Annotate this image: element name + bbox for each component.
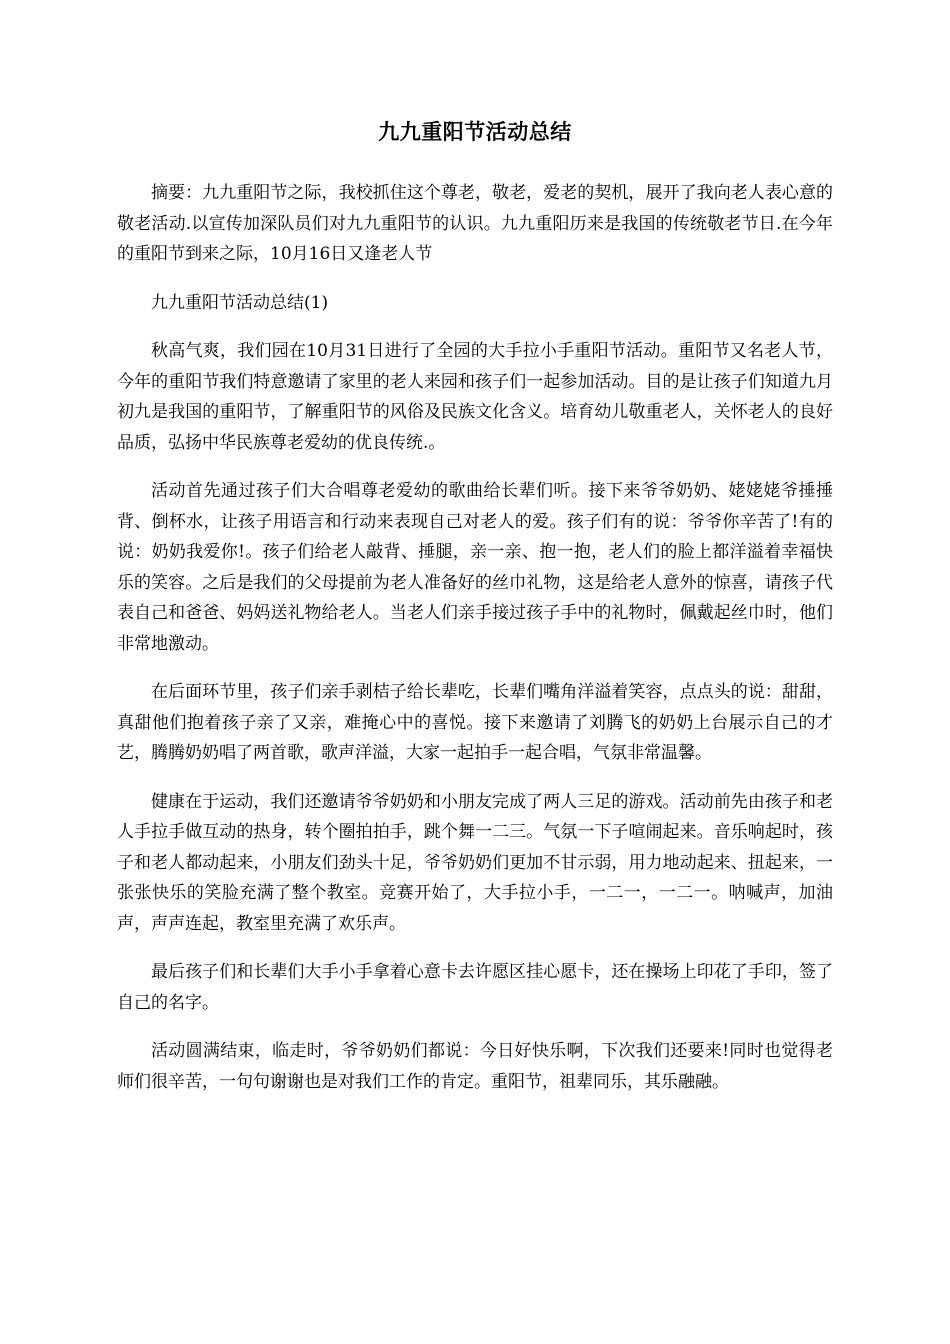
body-paragraph: 在后面环节里，孩子们亲手剥桔子给长辈吃，长辈们嘴角洋溢着笑容，点点头的说：甜甜，真甜他们抱着孩子亲了又亲，难掩心中的喜悦。接下来邀请了刘腾飞的奶奶上台展示自己的才艺，腾腾奶奶唱了两首歌，歌声洋溢，大家一起拍手一起合唱，气氛非常温馨。 [117, 682, 833, 763]
body-paragraph: 活动圆满结束，临走时，爷爷奶奶们都说：今日好快乐啊，下次我们还要来!同时也觉得老师们很辛苦，一句句谢谢也是对我们工作的肯定。重阳节，祖辈同乐，其乐融融。 [117, 1041, 833, 1092]
document-page [117, 112, 833, 1097]
abstract-paragraph: 摘要：九九重阳节之际，我校抓住这个尊老，敬老，爱老的契机，展开了我向老人表心意的敬老活动.以宣传加深队员们对九九重阳节的认识。九九重阳历来是我国的传统敬老节日.在今年的重阳节到来之际，10月16日又逢老人节 [117, 183, 833, 264]
body-paragraph: 最后孩子们和长辈们大手小手拿着心意卡去许愿区挂心愿卡，还在操场上印花了手印，签了自己的名字。 [117, 962, 833, 1013]
body-paragraph: 健康在于运动，我们还邀请爷爷奶奶和小朋友完成了两人三足的游戏。活动前先由孩子和老人手拉手做互动的热身，转个圈拍拍手，跳个舞一二三。气氛一下子喧闹起来。音乐响起时，孩子和老人都动起来，小朋友们劲头十足，爷爷奶奶们更加不甘示弱，用力地动起来、扭起来，一张张快乐的笑脸充满了整个教室。竞赛开始了，大手拉小手，一二一，一二一。呐喊声，加油声，声声连起，教室里充满了欢乐声。 [117, 791, 833, 934]
section-heading: 九九重阳节活动总结(1) [151, 292, 329, 313]
body-paragraph: 秋高气爽，我们园在10月31日进行了全园的大手拉小手重阳节活动。重阳节又名老人节，今年的重阳节我们特意邀请了家里的老人来园和孩子们一起参加活动。目的是让孩子们知道九月初九是我国的重阳节，了解重阳节的风俗及民族文化含义。培育幼儿敬重老人，关怀老人的良好品质，弘扬中华民族尊老爱幼的优良传统.。 [117, 341, 833, 453]
body-paragraph: 活动首先通过孩子们大合唱尊老爱幼的歌曲给长辈们听。接下来爷爷奶奶、姥姥姥爷捶捶背、倒杯水，让孩子用语言和行动来表现自己对老人的爱。孩子们有的说：爷爷你辛苦了!有的说：奶奶我爱你!。孩子们给老人敲背、捶腿，亲一亲、抱一抱，老人们的脸上都洋溢着幸福快乐的笑容。之后是我们的父母提前为老人准备好的丝巾礼物，这是给老人意外的惊喜，请孩子代表自己和爸爸、妈妈送礼物给老人。当老人们亲手接过孩子手中的礼物时，佩戴起丝巾时，他们非常地激动。 [117, 481, 833, 654]
document-title: 九九重阳节活动总结 [378, 120, 572, 144]
